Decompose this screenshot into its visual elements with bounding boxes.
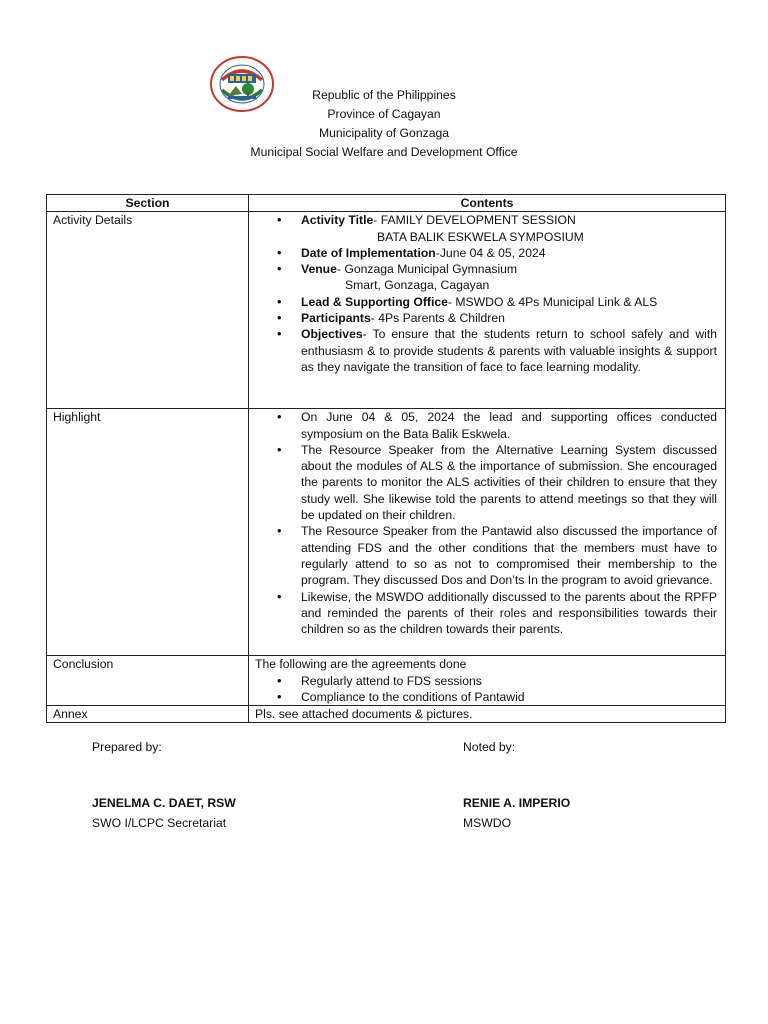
value-participants: - 4Ps Parents & Children — [370, 311, 505, 326]
table-row-activity — [47, 212, 726, 409]
section-activity-details: Activity Details — [47, 212, 249, 409]
header-province: Province of Cagayan — [327, 107, 441, 121]
value-venue: - Gonzaga Municipal Gymnasium — [336, 262, 518, 277]
list-item-activity-title — [301, 212, 717, 245]
list-item: • The Resource Speaker from the Alternative Learning System discussed about the modules of ALS & the importance of submission. She encouraged the parents to monitor the ALS activities of their children to ensure that they study well. She likewise told the parents to attend meetings so that they will be updated on their children. — [301, 442, 717, 523]
list-item-participants — [301, 310, 717, 326]
value-date: -June 04 & 05, 2024 — [435, 245, 546, 260]
list-item: • Compliance to the conditions of Pantawid — [301, 689, 717, 705]
noted-by-title: MSWDO — [463, 816, 512, 830]
header-office: Municipal Social Welfare and Development Office — [250, 145, 518, 159]
contents-annex: Pls. see attached documents & pictures. — [249, 706, 726, 723]
list-item-venue — [301, 261, 717, 294]
value-venue-line2: Smart, Gonzaga, Cagayan — [345, 278, 490, 293]
municipal-seal-logo — [210, 56, 274, 112]
header-municipality: Municipality of Gonzaga — [318, 126, 450, 140]
column-header-section: Section — [47, 195, 249, 212]
contents-highlight — [249, 409, 726, 656]
list-item-office — [301, 294, 717, 310]
prepared-by-name: JENELMA C. DAET, RSW — [92, 796, 236, 810]
conclusion-intro: The following are the agreements done — [255, 657, 467, 672]
contents-activity-details — [249, 212, 726, 409]
table-row-conclusion — [47, 656, 726, 706]
list-item-objectives — [301, 326, 717, 375]
label-activity-title: Activity Title — [301, 213, 374, 228]
report-table — [46, 194, 726, 723]
column-header-contents: Contents — [249, 195, 726, 212]
label-objectives: Objectives — [301, 327, 363, 342]
table-header-row — [47, 195, 726, 212]
list-item: • On June 04 & 05, 2024 the lead and supporting offices conducted symposium on the Bata Balik Eskwela. — [301, 409, 717, 442]
table-row-highlight — [47, 409, 726, 656]
value-activity-title-line2: BATA BALIK ESKWELA SYMPOSIUM — [377, 229, 584, 244]
contents-conclusion — [249, 656, 726, 706]
section-highlight: Highlight — [47, 409, 249, 656]
prepared-by-label: Prepared by: — [92, 740, 162, 754]
list-item: • The Resource Speaker from the Pantawid also discussed the importance of attending FDS and the other conditions that the members must have to regularly attend to so as not to compromised their membership to the program. They discussed Dos and Don’ts In the program to avoid grievance. — [301, 523, 717, 588]
value-office: - MSWDO & 4Ps Municipal Link & ALS — [447, 294, 658, 309]
prepared-by-title: SWO I/LCPC Secretariat — [92, 816, 227, 830]
label-venue: Venue — [301, 262, 337, 277]
list-item-date — [301, 245, 717, 261]
label-office: Lead & Supporting Office — [301, 294, 448, 309]
section-annex: Annex — [47, 706, 249, 723]
section-conclusion: Conclusion — [47, 656, 249, 706]
header-republic: Republic of the Philippines — [312, 88, 456, 102]
list-item: • Likewise, the MSWDO additionally discussed to the parents about the RPFP and reminded the parents of their roles and responsibilities towards their children so as the children towards their parents. — [301, 589, 717, 638]
value-objectives: - To ensure that the students return to school safely and with enthusiasm & to provide students & parents with valuable insights & support as they navigate the transition of face to face learning modality. — [301, 327, 717, 374]
table-row-annex — [47, 706, 726, 723]
noted-by-label: Noted by: — [463, 740, 516, 754]
value-activity-title: - FAMILY DEVELOPMENT SESSION — [373, 213, 576, 228]
list-item: • Regularly attend to FDS sessions — [301, 673, 717, 689]
label-participants: Participants — [301, 311, 371, 326]
label-date: Date of Implementation — [301, 245, 436, 260]
noted-by-name: RENIE A. IMPERIO — [463, 796, 571, 810]
